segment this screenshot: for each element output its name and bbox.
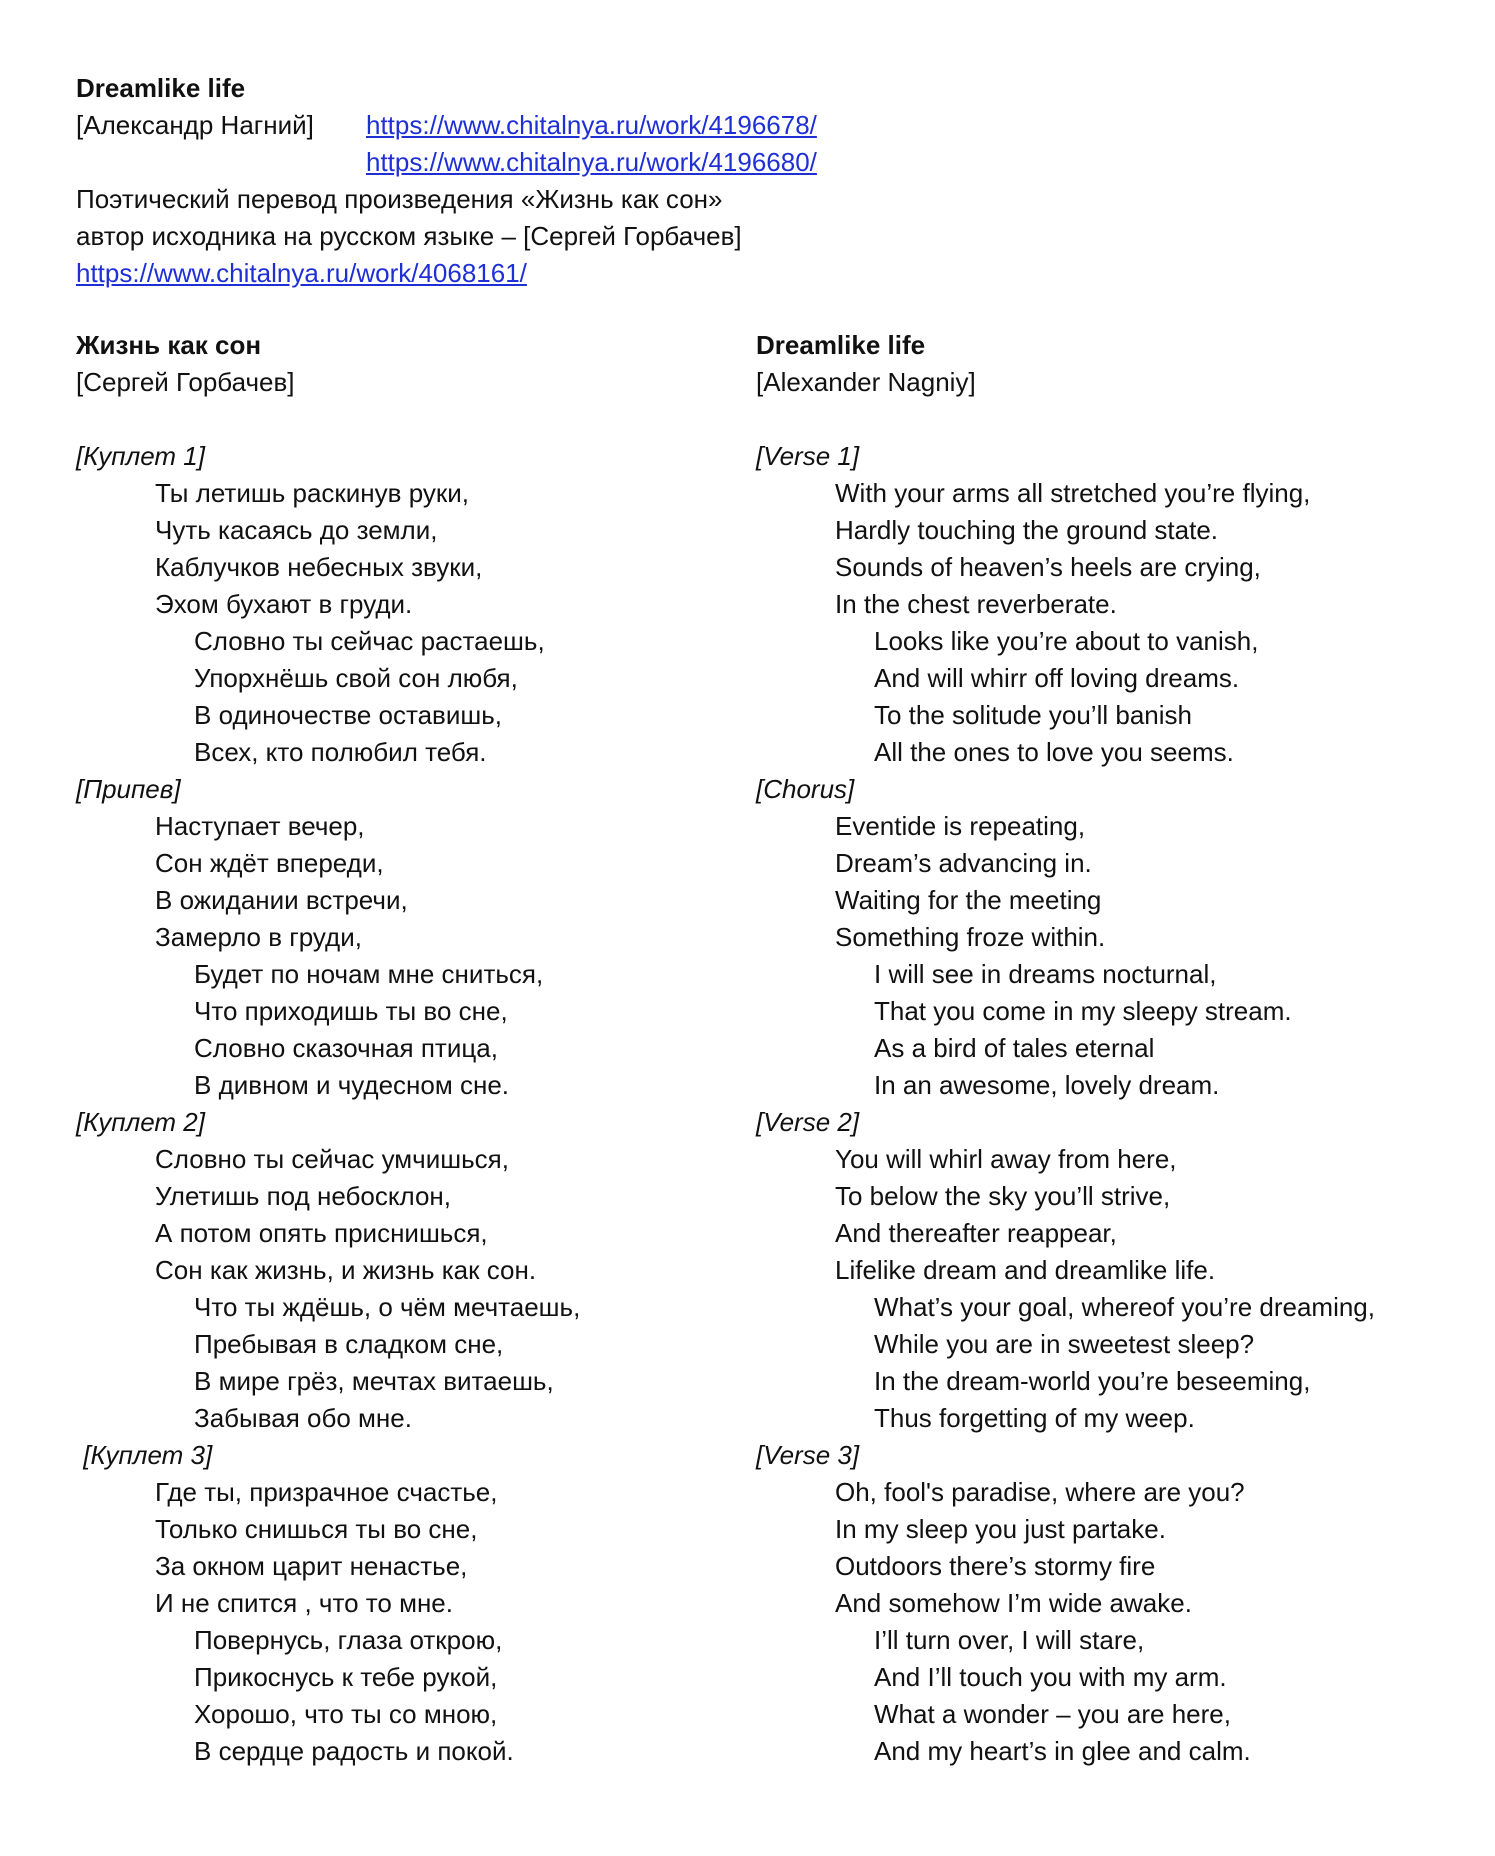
original-author: [Сергей Горбачев] (76, 367, 295, 397)
verse-line: Всех, кто полюбил тебя. (194, 737, 487, 767)
verse-line: Thus forgetting of my weep. (874, 1403, 1195, 1433)
verse-line: To below the sky you’ll strive, (835, 1181, 1171, 1211)
author-line-2 (76, 144, 817, 181)
verse-line: As a bird of tales eternal (874, 1033, 1155, 1063)
verse-line: You will whirl away from here, (835, 1144, 1177, 1174)
verse-line: And thereafter reappear, (835, 1218, 1117, 1248)
original-title: Жизнь как сон (76, 330, 262, 360)
verse-line: To the solitude you’ll banish (874, 700, 1192, 730)
verse-line: В дивном и чудесном сне. (194, 1070, 510, 1100)
verse-line: А потом опять приснишься, (155, 1218, 488, 1248)
verse-line: И не спится , что то мне. (155, 1588, 453, 1618)
verse-line: Сон ждёт впереди, (155, 848, 384, 878)
source-link-row (76, 255, 817, 292)
verse-line: Замерло в груди, (155, 922, 362, 952)
verse-line: With your arms all stretched you’re flying, (835, 478, 1311, 508)
translation-link-2[interactable]: https://www.chitalnya.ru/work/4196680/ (366, 147, 817, 177)
verse-line: Sounds of heaven’s heels are crying, (835, 552, 1261, 582)
translation-title: Dreamlike life (756, 330, 926, 360)
verse-line: Хорошо, что ты со мною, (194, 1699, 498, 1729)
verse-line: Улетишь под небосклон, (155, 1181, 452, 1211)
verse-line: Hardly touching the ground state. (835, 515, 1219, 545)
translation-poem-column (756, 327, 1375, 1770)
verse-line: In an awesome, lovely dream. (874, 1070, 1220, 1100)
verse-line: I’ll turn over, I will stare, (874, 1625, 1145, 1655)
verse-line: Упорхнёшь свой сон любя, (194, 663, 518, 693)
stanza (756, 438, 1375, 771)
verse-line: And somehow I’m wide awake. (835, 1588, 1192, 1618)
description-line-1: Поэтический перевод произведения «Жизнь как сон» (76, 184, 723, 214)
section-label: [Куплет 1] (76, 441, 205, 471)
section-label: [Verse 2] (756, 1107, 860, 1137)
verse-line: In the chest reverberate. (835, 589, 1117, 619)
verse-line: Lifelike dream and dreamlike life. (835, 1255, 1216, 1285)
verse-line: All the ones to love you seems. (874, 737, 1234, 767)
document-title: Dreamlike life (76, 73, 246, 103)
verse-line: Looks like you’re about to vanish, (874, 626, 1259, 656)
verse-line: Прикоснусь к тебе рукой, (194, 1662, 498, 1692)
verse-line: Outdoors there’s stormy fire (835, 1551, 1156, 1581)
verse-line: What’s your goal, whereof you’re dreaming, (874, 1292, 1375, 1322)
verse-line: В сердце радость и покой. (194, 1736, 514, 1766)
verse-line: And I’ll touch you with my arm. (874, 1662, 1227, 1692)
verse-line: And my heart’s in glee and calm. (874, 1736, 1251, 1766)
verse-line: Эхом бухают в груди. (155, 589, 413, 619)
verse-line: За окном царит ненастье, (155, 1551, 468, 1581)
verse-line: While you are in sweetest sleep? (874, 1329, 1255, 1359)
verse-line: Что ты ждёшь, о чём мечтаешь, (194, 1292, 581, 1322)
stanza (756, 1104, 1375, 1437)
description-line-2: автор исходника на русском языке – [Сергей Горбачев] (76, 221, 742, 251)
verse-line: In my sleep you just partake. (835, 1514, 1166, 1544)
verse-line: Dream’s advancing in. (835, 848, 1092, 878)
verse-line: В одиночестве оставишь, (194, 700, 503, 730)
section-label: [Куплет 2] (76, 1107, 205, 1137)
verse-line: Oh, fool's paradise, where are you? (835, 1477, 1245, 1507)
section-label: [Куплет 3] (76, 1440, 213, 1470)
section-label: [Verse 1] (756, 441, 860, 471)
original-poem-column (76, 327, 580, 1770)
translation-author: [Alexander Nagniy] (756, 367, 976, 397)
verse-line: Что приходишь ты во сне, (194, 996, 508, 1026)
verse-line: Словно ты сейчас растаешь, (194, 626, 545, 656)
verse-line: В ожидании встречи, (155, 885, 408, 915)
verse-line: Something froze within. (835, 922, 1106, 952)
source-link[interactable]: https://www.chitalnya.ru/work/4068161/ (76, 258, 527, 288)
verse-line: Наступает вечер, (155, 811, 365, 841)
verse-line: Eventide is repeating, (835, 811, 1086, 841)
section-label: [Chorus] (756, 774, 855, 804)
verse-line: Пребывая в сладком сне, (194, 1329, 504, 1359)
translator-name: [Александр Нагний] (76, 110, 314, 140)
verse-line: What a wonder – you are here, (874, 1699, 1231, 1729)
stanza (76, 771, 580, 1104)
translation-link-1[interactable]: https://www.chitalnya.ru/work/4196678/ (366, 110, 817, 140)
verse-line: Словно ты сейчас умчишься, (155, 1144, 509, 1174)
stanza (76, 1437, 580, 1770)
stanza (756, 1437, 1375, 1770)
verse-line: I will see in dreams nocturnal, (874, 959, 1217, 989)
author-line (76, 107, 817, 144)
verse-line: Повернусь, глаза открою, (194, 1625, 503, 1655)
stanza (76, 1104, 580, 1437)
verse-line: Только снишься ты во сне, (155, 1514, 478, 1544)
section-label: [Verse 3] (756, 1440, 860, 1470)
verse-line: Словно сказочная птица, (194, 1033, 498, 1063)
stanza (76, 438, 580, 771)
document-header (76, 70, 817, 292)
stanza (756, 771, 1375, 1104)
verse-line: In the dream-world you’re beseeming, (874, 1366, 1311, 1396)
verse-line: Сон как жизнь, и жизнь как сон. (155, 1255, 537, 1285)
verse-line: Где ты, призрачное счастье, (155, 1477, 498, 1507)
verse-line: Waiting for the meeting (835, 885, 1102, 915)
verse-line: And will whirr off loving dreams. (874, 663, 1240, 693)
verse-line: Каблучков небесных звуки, (155, 552, 483, 582)
verse-line: Забывая обо мне. (194, 1403, 412, 1433)
verse-line: Ты летишь раскинув руки, (155, 478, 469, 508)
verse-line: Будет по ночам мне сниться, (194, 959, 544, 989)
verse-line: That you come in my sleepy stream. (874, 996, 1292, 1026)
section-label: [Припев] (76, 774, 181, 804)
verse-line: Чуть касаясь до земли, (155, 515, 438, 545)
verse-line: В мире грёз, мечтах витаешь, (194, 1366, 554, 1396)
